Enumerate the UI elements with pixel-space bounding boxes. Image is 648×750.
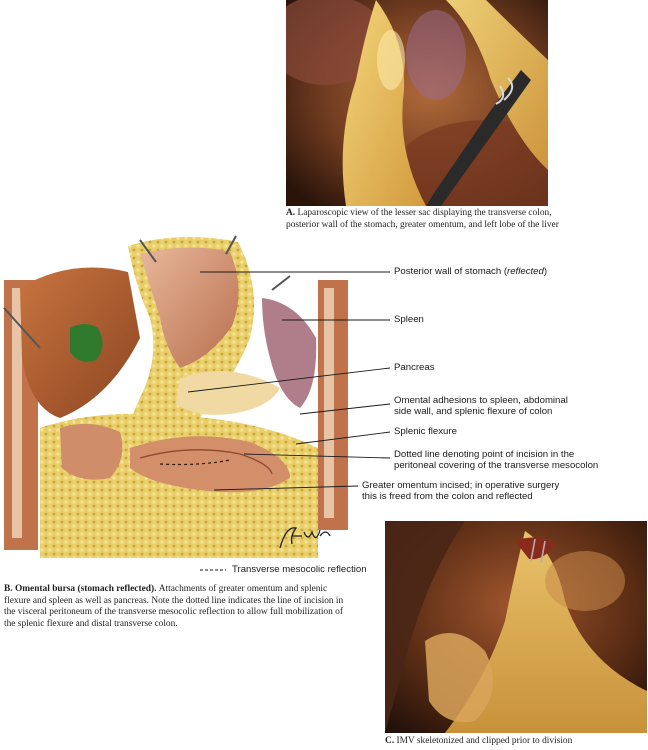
caption-a-text: Laparoscopic view of the lesser sac displaying the transverse colon, posterior wall of the stomach, greater omentum, and left lobe of the liver [286,208,559,230]
label-omental-adhesions-line-2: side wall, and splenic flexure of colon [394,406,553,417]
label-spleen: Spleen [394,314,424,325]
label-omental-adhesions-line-1: Omental adhesions to spleen, abdominal [394,395,568,406]
caption-a-letter: A. [286,208,298,218]
caption-b [4,584,344,630]
label-pancreas: Pancreas [394,362,435,373]
laparoscopic-photo-c [385,521,647,733]
caption-c [385,736,647,748]
caption-c-letter: C. [385,736,397,746]
label-splenic-flexure: Splenic flexure [394,426,457,437]
label-greater-omentum-line-1: Greater omentum incised; in operative surgery [362,480,560,491]
caption-b-letter: B. [4,584,15,594]
label-posterior-wall-of-stomach [394,266,547,277]
legend-transverse-mesocolic-reflection: Transverse mesocolic reflection [232,564,367,575]
caption-b-text: Attachments of greater omentum and splenic flexure and spleen as well as pancreas. Note the dotted line indicates the line of incision in the visceral peritoneum of the transverse mesocolic reflection to allow full mobilization of the splenic flexure and distal transverse colon. [4,584,344,629]
caption-b-title: Omental bursa (stomach reflected). [14,584,159,594]
label-dotted-line-line-2: peritoneal covering of the transverse mesocolon [394,460,599,471]
caption-c-text: IMV skeletonized and clipped prior to division [396,736,573,746]
label-posterior-wall-close: ) [543,266,548,277]
label-posterior-wall-italic: reflected [507,266,544,277]
photo-c-image [385,521,647,733]
label-posterior-wall-main: Posterior wall of stomach ( [394,266,508,277]
label-greater-omentum-line-2: this is freed from the colon and reflected [362,491,533,502]
label-dotted-line-line-1: Dotted line denoting point of incision in the [394,449,575,460]
